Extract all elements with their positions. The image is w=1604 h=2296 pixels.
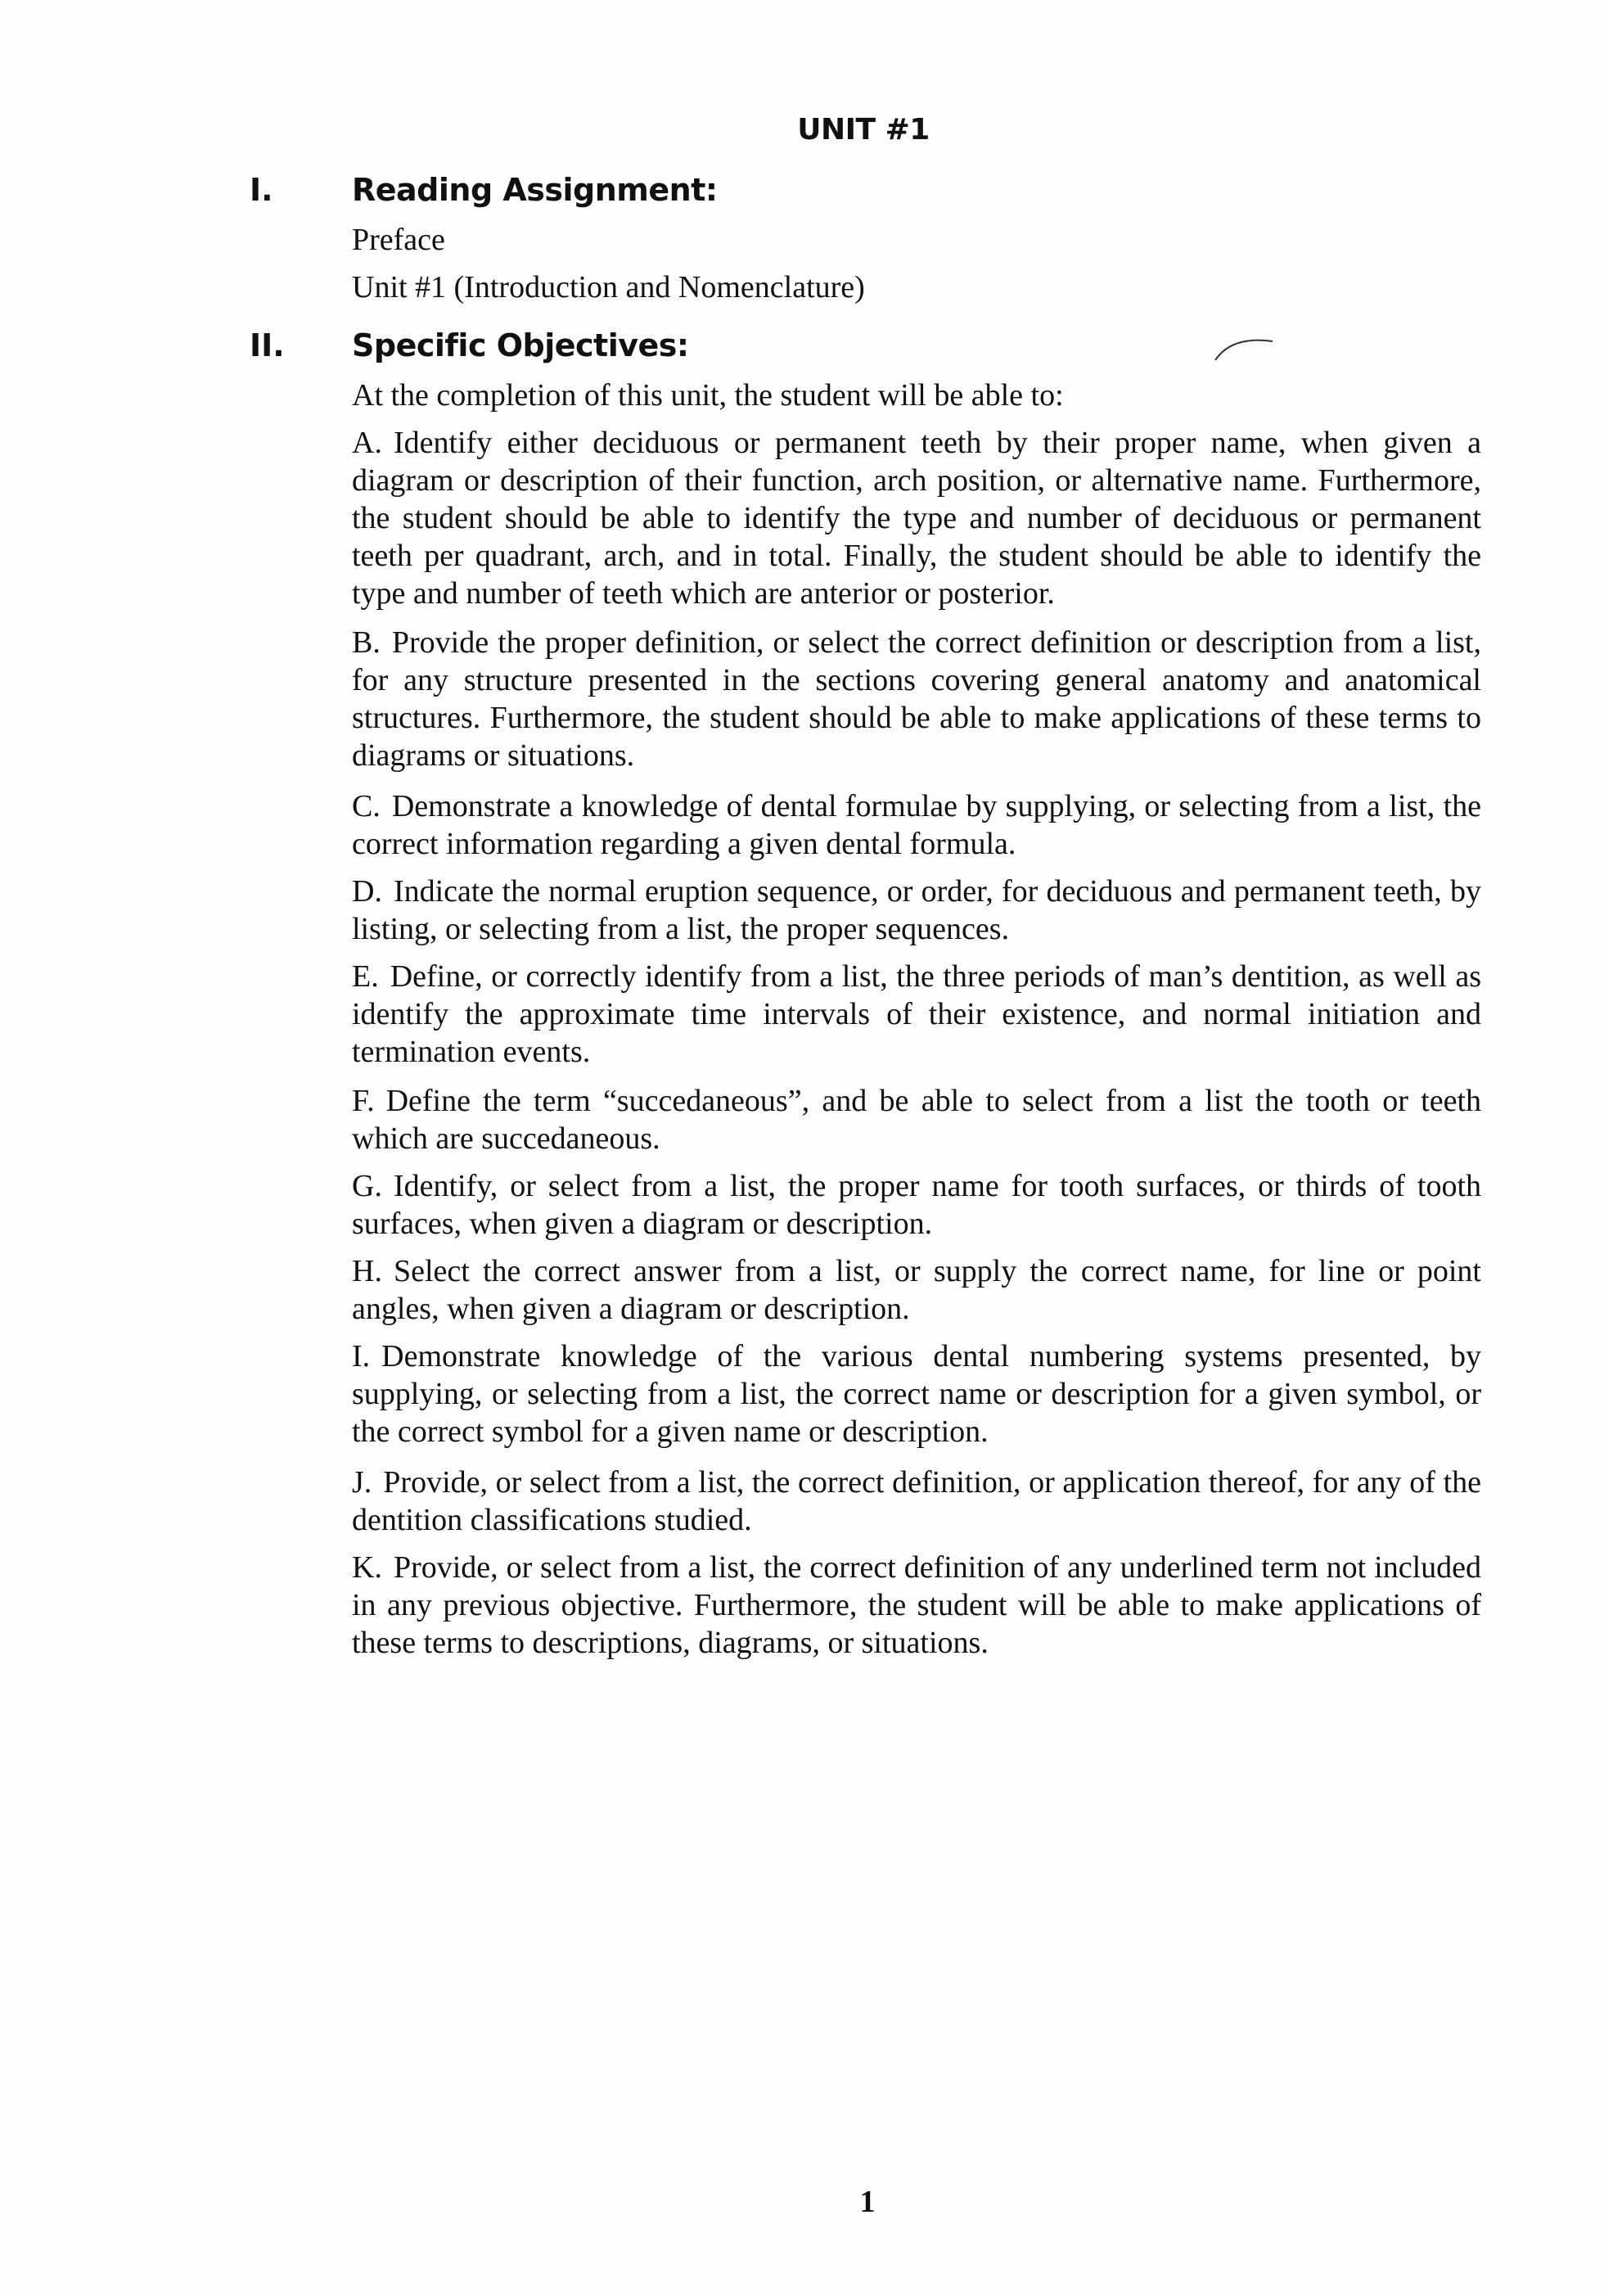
- reading-line-unit: Unit #1 (Introduction and Nomenclature): [352, 270, 865, 304]
- objective-k: [352, 1549, 1481, 1662]
- objective-text: Identify, or select from a list, the proper name for tooth surfaces, or thirds of tooth surfaces, when given a diagram or description.: [352, 1169, 1481, 1241]
- objective-letter: C.: [352, 789, 381, 823]
- objective-letter: G.: [352, 1169, 382, 1203]
- section-numeral-2: II.: [250, 327, 285, 363]
- objective-a: [352, 424, 1481, 612]
- section-heading-reading-assignment: Reading Assignment:: [352, 172, 718, 208]
- objective-f: [352, 1082, 1481, 1157]
- objective-h: [352, 1252, 1481, 1328]
- reading-line-preface: Preface: [352, 223, 445, 257]
- objective-text: Provide, or select from a list, the correct definition, or application thereof, for any of the dentition classifications studied.: [352, 1465, 1481, 1537]
- objective-letter: E.: [352, 959, 379, 994]
- objective-letter: F.: [352, 1084, 375, 1118]
- objective-e: [352, 958, 1481, 1071]
- objective-text: Define the term “succedaneous”, and be able to select from a list the tooth or teeth which are succedaneous.: [352, 1084, 1481, 1156]
- objective-letter: I.: [352, 1339, 371, 1374]
- objective-text: Indicate the normal eruption sequence, or order, for deciduous and permanent teeth, by listing, or selecting from a list, the proper sequences.: [352, 874, 1481, 946]
- section-heading-specific-objectives: Specific Objectives:: [352, 327, 689, 363]
- objective-g: [352, 1167, 1481, 1243]
- objective-letter: D.: [352, 874, 382, 909]
- pen-mark-icon: [1211, 332, 1277, 364]
- objective-text: Select the correct answer from a list, or supply the correct name, for line or point angles, when given a diagram or description.: [352, 1254, 1481, 1326]
- objective-j: [352, 1464, 1481, 1539]
- objective-text: Provide the proper definition, or select the correct definition or description from a list, for any structure presented in the sections covering general anatomy and anatomical structures. Furthermore, the student should be able to make applications of these terms to diagrams or situations.: [352, 625, 1481, 773]
- section-numeral-1: I.: [250, 172, 273, 208]
- objective-text: Demonstrate a knowledge of dental formulae by supplying, or selecting from a list, the correct information regarding a given dental formula.: [352, 789, 1481, 861]
- objective-text: Identify either deciduous or permanent teeth by their proper name, when given a diagram or description of their function, arch position, or alternative name. Furthermore, the student should be able to identify the type and number of deciduous or permanent teeth per quadrant, arch, and in total. Finally, the student should be able to identify the type and number of teeth which are anterior or posterior.: [352, 426, 1481, 611]
- objective-letter: H.: [352, 1254, 382, 1288]
- objective-text: Provide, or select from a list, the correct definition of any underlined term not included in any previous objective. Furthermore, the student will be able to make applications of these terms to descriptions, diagrams, or situations.: [352, 1550, 1481, 1660]
- page-number: 1: [859, 2185, 876, 2219]
- objective-letter: B.: [352, 625, 381, 660]
- objective-letter: J.: [352, 1465, 372, 1500]
- objective-text: Demonstrate knowledge of the various dental numbering systems presented, by supplying, or selecting from a list, the correct name or description for a given symbol, or the correct symbol for a given name or description.: [352, 1339, 1481, 1449]
- objective-letter: K.: [352, 1550, 382, 1585]
- objective-d: [352, 873, 1481, 948]
- unit-title: UNIT #1: [797, 113, 930, 147]
- objective-i: [352, 1337, 1481, 1450]
- objectives-intro: At the completion of this unit, the student will be able to:: [352, 378, 1064, 413]
- objective-c: [352, 787, 1481, 863]
- objective-b: [352, 624, 1481, 774]
- objective-text: Define, or correctly identify from a list, the three periods of man’s dentition, as well as identify the approximate time intervals of their existence, and normal initiation and termination events.: [352, 959, 1481, 1069]
- objective-letter: A.: [352, 426, 382, 460]
